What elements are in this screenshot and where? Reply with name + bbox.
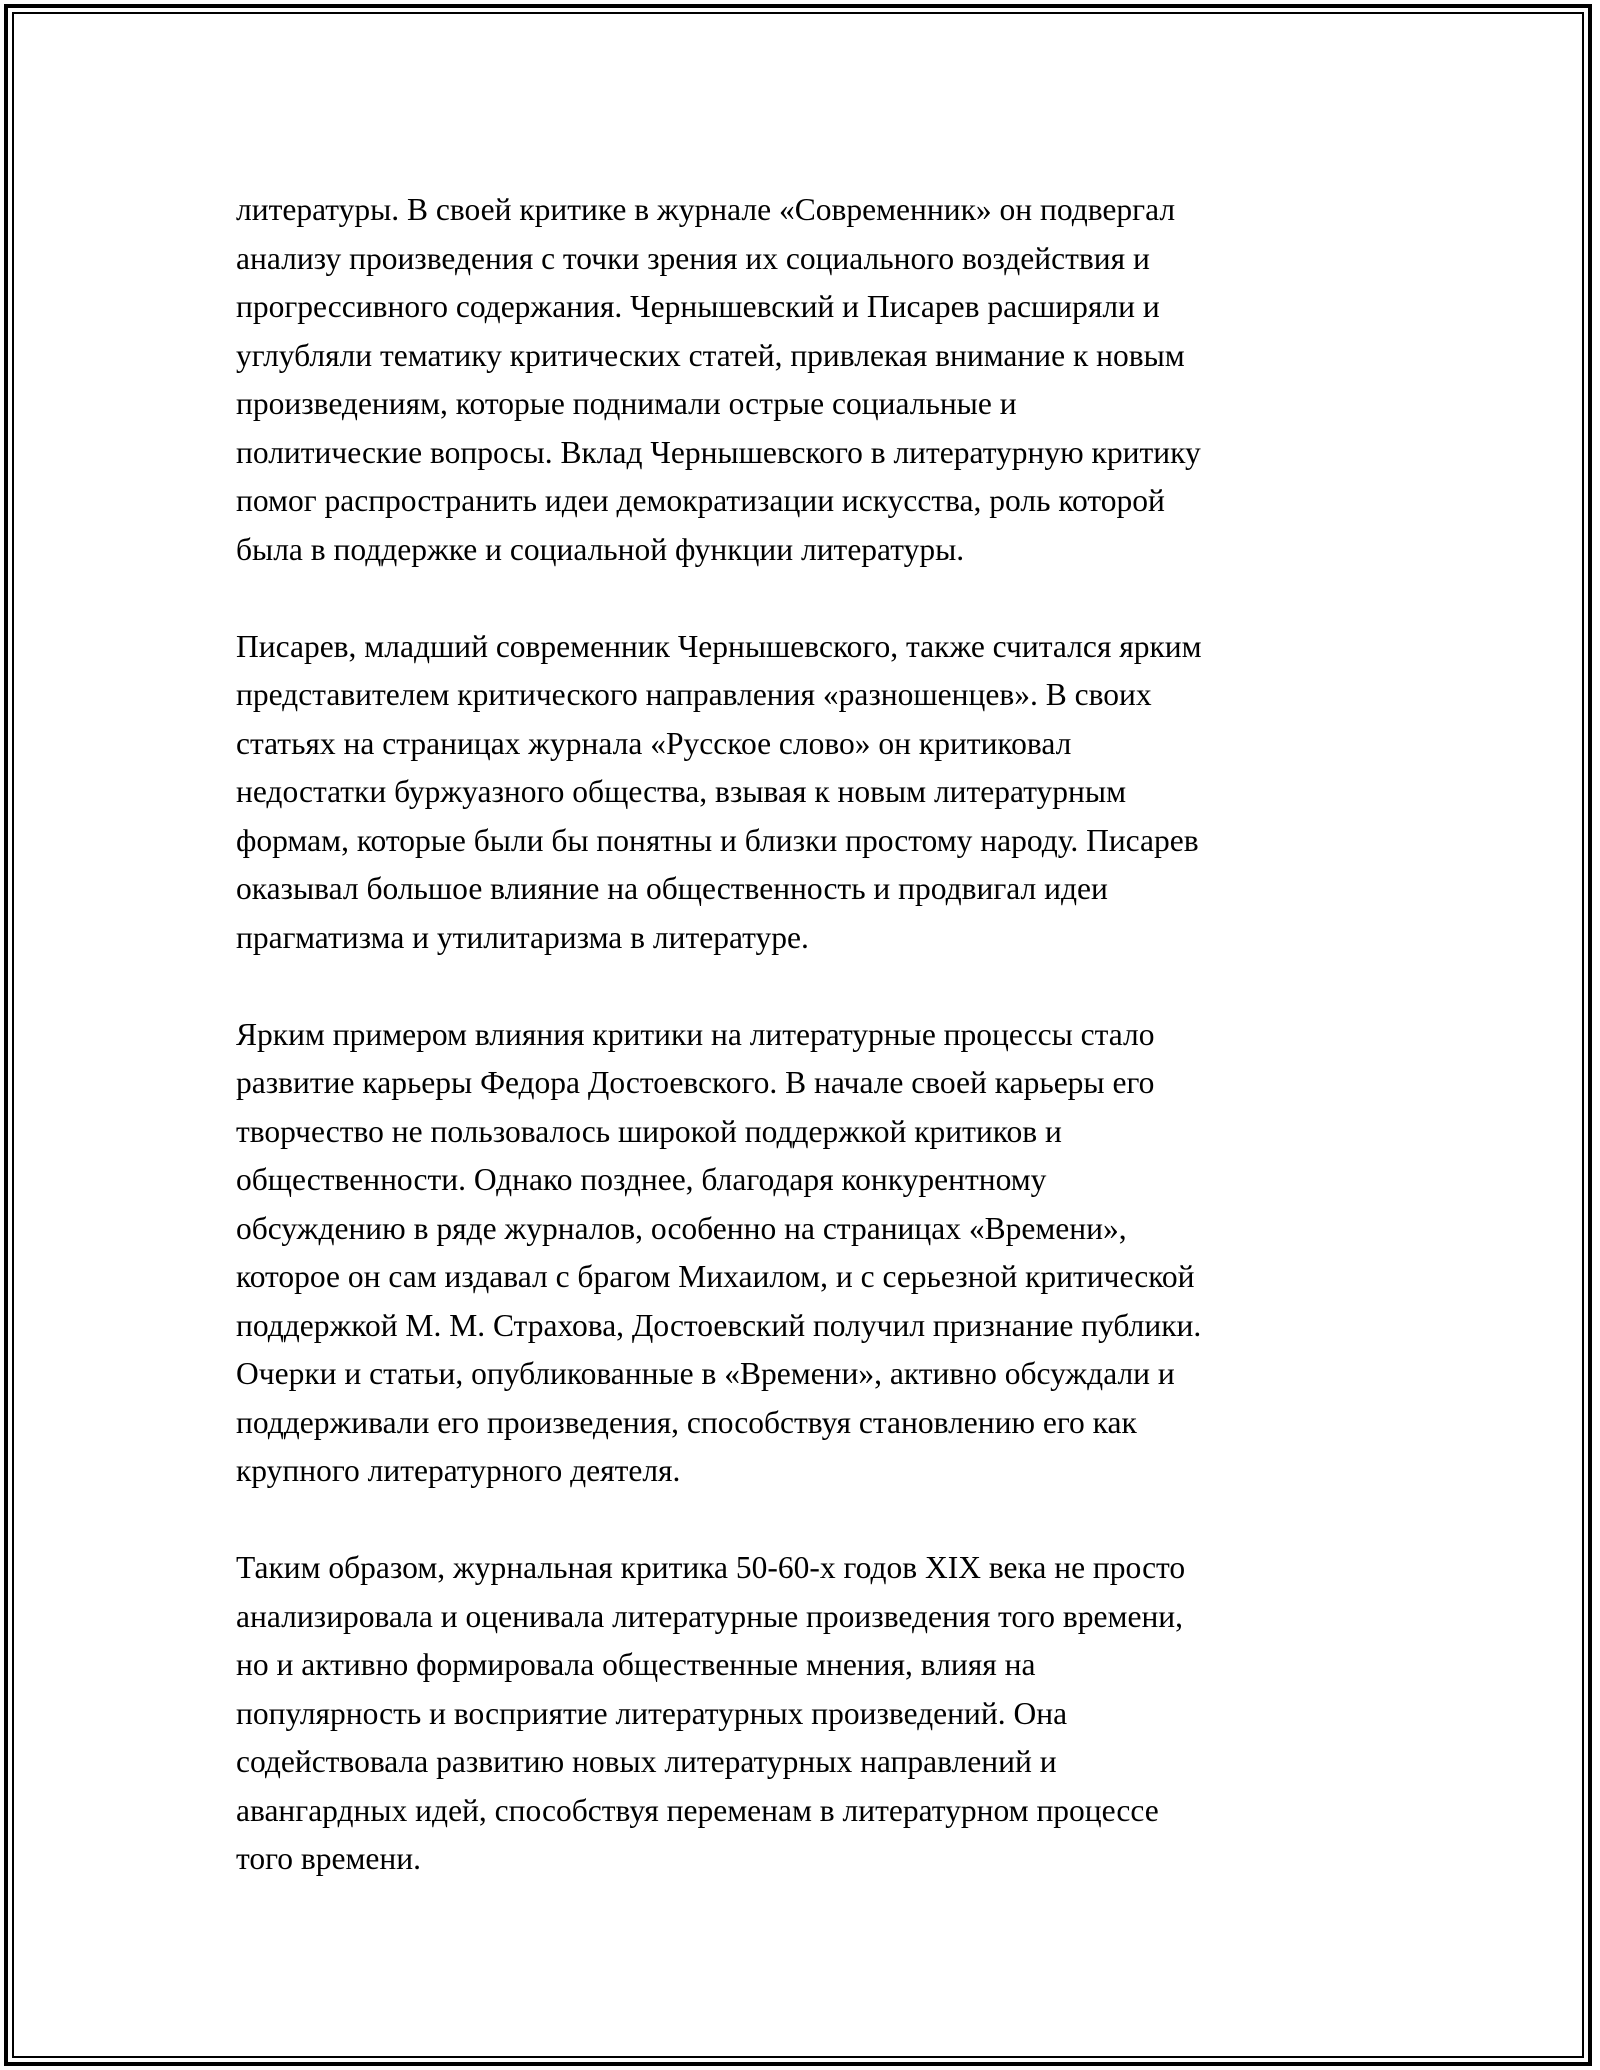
- text-line: прогрессивного содержания. Чернышевский и Писарев расширяли и: [236, 289, 1160, 324]
- text-line: прагматизма и утилитаризма в литературе.: [236, 919, 809, 955]
- text-line: но и активно формировала общественные мнения, влияя на: [236, 1647, 1036, 1682]
- text-line: литературы. В своей критике в журнале «Современник» он подвергал: [236, 192, 1176, 227]
- paragraph-3: [236, 1011, 1376, 1496]
- text-line: анализу произведения с точки зрения их социального воздействия и: [236, 240, 1150, 276]
- text-line: произведениям, которые поднимали острые социальные и: [236, 386, 1017, 421]
- paragraph-4: [236, 1544, 1376, 1884]
- paragraph-2: [236, 623, 1376, 963]
- text-line: того времени.: [236, 1841, 421, 1876]
- text-line: Ярким примером влияния критики на литературные процессы стало: [236, 1016, 1155, 1052]
- text-line: творчество не пользовалось широкой поддержкой критиков и: [236, 1113, 1062, 1149]
- text-line: была в поддержке и социальной функции литературы.: [236, 531, 965, 567]
- document-body: [236, 186, 1376, 1932]
- text-line: популярность и восприятие литературных произведений. Она: [236, 1695, 1068, 1731]
- text-line: содействовала развитию новых литературных направлений и: [236, 1744, 1057, 1779]
- text-line: крупного литературного деятеля.: [236, 1453, 681, 1488]
- text-line: общественности. Однако позднее, благодаря конкурентному: [236, 1162, 1047, 1197]
- text-line: Очерки и статьи, опубликованные в «Времени», активно обсуждали и: [236, 1356, 1175, 1391]
- text-line: Таким образом, журнальная критика 50-60-х годов XIX века не просто: [236, 1550, 1186, 1585]
- text-line: формам, которые были бы понятны и близки простому народу. Писарев: [236, 822, 1199, 858]
- text-line: авангардных идей, способствуя переменам в литературном процессе: [236, 1792, 1159, 1828]
- text-line: которое он сам издавал с брагом Михаилом, и с серьезной критической: [236, 1259, 1195, 1294]
- text-line: Писарев, младший современник Чернышевского, также считался ярким: [236, 628, 1202, 664]
- text-line: поддержкой М. М. Страхова, Достоевский получил признание публики.: [236, 1307, 1202, 1343]
- text-line: развитие карьеры Федора Достоевского. В начале своей карьеры его: [236, 1065, 1155, 1100]
- text-line: углубляли тематику критических статей, привлекая внимание к новым: [236, 337, 1185, 373]
- text-line: статьях на страницах журнала «Русское слово» он критиковал: [236, 725, 1072, 761]
- text-line: поддерживали его произведения, способствуя становлению его как: [236, 1404, 1137, 1440]
- text-line: анализировала и оценивала литературные произведения того времени,: [236, 1598, 1184, 1634]
- paragraph-1: [236, 186, 1376, 574]
- text-line: оказывал большое влияние на общественность и продвигал идеи: [236, 871, 1108, 906]
- text-line: помог распространить идеи демократизации искусства, роль которой: [236, 483, 1165, 518]
- text-line: недостатки буржуазного общества, взывая к новым литературным: [236, 774, 1126, 809]
- text-line: представителем критического направления «разношенцев». В своих: [236, 677, 1152, 712]
- text-line: обсуждению в ряде журналов, особенно на страницах «Времени»,: [236, 1210, 1127, 1246]
- text-line: политические вопросы. Вклад Чернышевского в литературную критику: [236, 434, 1201, 470]
